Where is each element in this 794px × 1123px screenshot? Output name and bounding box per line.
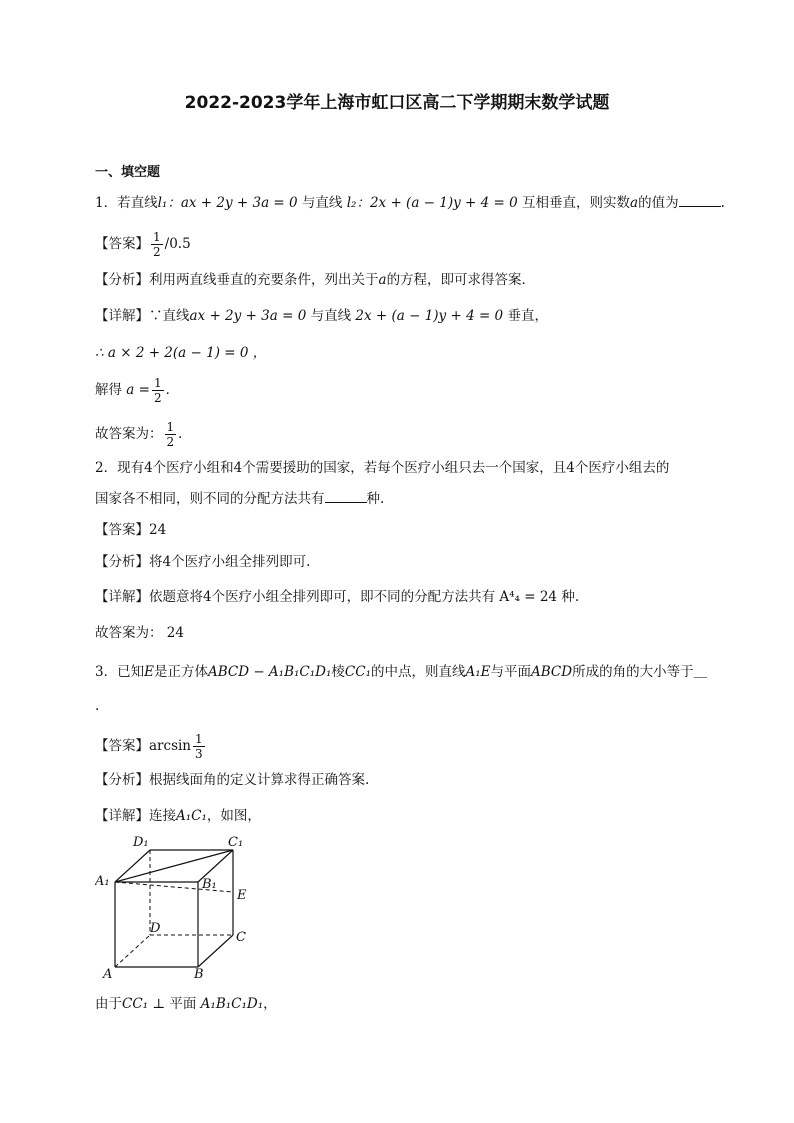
edge-BC [198,935,233,967]
q3-detail: 【详解】连接A₁C₁，如图， [95,808,261,824]
q1-step1: ∴ a × 2 + 2(a − 1) = 0 ， [95,345,267,361]
analysis-tag: 【分析】 [95,554,149,570]
q3-stem: 3．已知E是正方体ABCD − A₁B₁C₁D₁棱CC₁的中点，则直线A₁E与平面ABCD所成的角的大小等于＿ [95,664,708,680]
q1-stem: 1．若直线l₁：ax + 2y + 3a = 0 与直线 l₂：2x + (a − 1)y + 4 = 0 互相垂直，则实数a的值为 . [95,195,725,211]
answer-tag: 【答案】 [95,236,149,252]
fraction: $\frac{1}{3}$ [195,732,203,761]
q3-answer: 【答案】arcsin $\frac{1}{3}$ [95,732,203,761]
fraction: $\frac{1}{2}$ [153,376,162,405]
label-C1: C₁ [228,835,244,850]
q2-stem-line2: 国家各不相同，则不同的分配方法共有 种. [95,491,385,507]
answer-blank [679,193,721,207]
q2-answer: 【答案】24 [95,522,167,538]
section-heading: 一、填空题 [95,165,161,180]
answer-tag: 【答案】 [95,738,149,754]
q1-step2: 解得 a = $\frac{1}{2}$ ． [95,376,180,405]
q2-detail: 【详解】依题意将4个医疗小组全排列即可，即不同的分配方法共有 A⁴₄ = 24 种. [95,589,580,605]
fraction: $\frac{1}{2}$ [153,230,161,259]
q2-final: 故答案为： 24 [95,625,184,641]
cube-figure [95,832,265,982]
detail-tag: 【详解】 [95,308,149,324]
detail-tag: 【详解】 [95,589,149,605]
label-D: D [150,921,161,936]
q2-stem-line1: 2．现有4个医疗小组和4个需要援助的国家，若每个医疗小组只去一个国家，且4个医疗小组去的 [95,460,670,476]
label-C: C [236,930,246,945]
analysis-tag: 【分析】 [95,272,149,288]
q1-answer: 【答案】 $\frac{1}{2}$ /0.5 [95,230,191,259]
label-D1: D₁ [133,835,149,850]
analysis-tag: 【分析】 [95,772,149,788]
q3-last-line: 由于CC₁ ⊥ 平面 A₁B₁C₁D₁， [95,996,277,1012]
q1-detail: 【详解】∵直线ax + 2y + 3a = 0 与直线 2x + (a − 1)y + 4 = 0 垂直， [95,308,548,324]
q2-analysis: 【分析】将4个医疗小组全排列即可. [95,554,311,570]
answer-blank [325,489,367,503]
label-A: A [103,967,113,982]
hidden-edge-AD [115,935,150,967]
detail-tag: 【详解】 [95,808,149,824]
q1-final: 故答案为： $\frac{1}{2}$ ． [95,420,192,449]
answer-tag: 【答案】 [95,522,149,538]
label-A1: A₁ [95,874,110,889]
q1-analysis: 【分析】利用两直线垂直的充要条件，列出关于a的方程，即可求得答案． [95,272,536,288]
label-B1: B₁ [202,877,217,892]
q3-stem-continued: . [95,698,100,714]
fraction: $\frac{1}{2}$ [166,420,175,449]
q3-analysis: 【分析】根据线面角的定义计算求得正确答案. [95,772,370,788]
paper-title: 2022-2023学年上海市虹口区高二下学期期末数学试题 [184,93,610,113]
label-E: E [237,888,247,903]
label-B: B [194,967,204,982]
